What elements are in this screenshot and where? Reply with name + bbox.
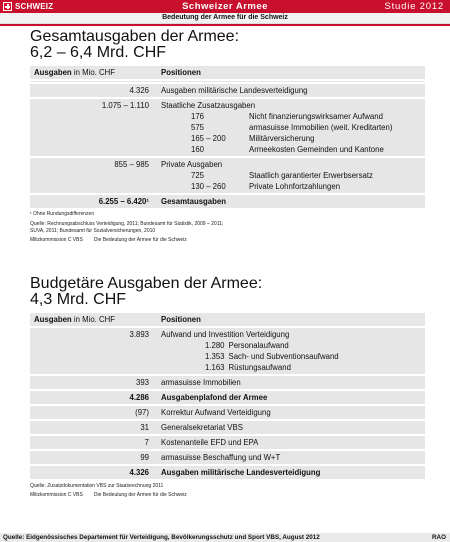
table-row <box>30 391 425 404</box>
row-positions <box>157 158 425 193</box>
row-label: Kostenanteile EFD und EPA <box>157 436 425 449</box>
total-amount: 6.255 – 6.420¹ <box>30 195 157 208</box>
table-row <box>30 328 425 374</box>
table-total-row <box>30 195 425 208</box>
table-total-row <box>30 466 425 479</box>
row-amount: 4.286 <box>30 391 157 404</box>
sub-item: 725 Staatlich garantierter Erwerbsersatz <box>191 171 373 180</box>
brand <box>3 0 53 13</box>
sub-item: 1.353 Sach- und Subventionsaufwand <box>205 352 339 361</box>
source-note: Quelle: Zusatzdokumentation VBS zur Staatsrechnung 2011 <box>30 483 164 489</box>
section-total-expenses <box>30 29 425 244</box>
total-label: Gesamtausgaben <box>157 195 425 208</box>
source-note: Milizkommission C VBS Die Bedeutung der Armee für die Schweiz <box>30 492 187 498</box>
footnote: ¹ Ohne Rundungsdifferenzen <box>30 211 95 217</box>
col-positions-header: Positionen <box>157 313 425 326</box>
row-label: armasuisse Beschaffung und W+T <box>157 451 425 464</box>
row-amount: (97) <box>30 406 157 419</box>
row-label: Ausgabenplafond der Armee <box>157 391 425 404</box>
app-title: Schweizer Armee <box>182 1 268 12</box>
total-label: Ausgaben militärische Landesverteidigung <box>157 466 425 479</box>
row-label: Korrektur Aufwand Verteidigung <box>157 406 425 419</box>
row-label: Generalsekretariat VBS <box>157 421 425 434</box>
table-row <box>30 376 425 389</box>
row-amount: 1.075 – 1.110 <box>30 99 157 156</box>
sub-item: 165 – 200 Militärversicherung <box>191 134 315 143</box>
sub-item: 1.163 Rüstungsaufwand <box>205 363 291 372</box>
row-positions <box>157 328 425 374</box>
sub-item: 1.280 Personalaufwand <box>205 341 289 350</box>
row-amount: 99 <box>30 451 157 464</box>
col-amount-header: Ausgaben in Mio. CHF <box>30 313 157 326</box>
divider <box>0 24 450 26</box>
table-total-expenses <box>30 64 425 210</box>
source-note: SUVA, 2011; Bundesamt für Sozialversicherungen, 2010 <box>30 228 156 234</box>
row-amount: 31 <box>30 421 157 434</box>
table-row <box>30 451 425 464</box>
sub-item: 575 armasuisse Immobilien (weit. Kreditarten) <box>191 123 393 132</box>
table-budget-expenses <box>30 311 425 481</box>
row-label: Ausgaben militärische Landesverteidigung <box>157 84 425 97</box>
brand-label: SCHWEIZ <box>15 2 54 11</box>
sub-item: 160 Armeekosten Gemeinden und Kantone <box>191 145 384 154</box>
row-label: Staatliche Zusatzausgaben <box>161 101 256 110</box>
swiss-flag-icon <box>3 2 12 11</box>
row-amount: 855 – 985 <box>30 158 157 193</box>
col-positions-header: Positionen <box>157 66 425 79</box>
section1-title-line1: Gesamtausgaben der Armee: <box>30 28 240 45</box>
row-label: armasuisse Immobilien <box>157 376 425 389</box>
row-amount: 7 <box>30 436 157 449</box>
row-amount: 3.893 <box>30 328 157 374</box>
section2-title-line2: 4,3 Mrd. CHF <box>30 291 127 308</box>
page-subtitle: Bedeutung der Armee für die Schweiz <box>0 13 450 24</box>
col-amount-header: Ausgaben in Mio. CHF <box>30 66 157 79</box>
footer-initials: RAO <box>432 534 446 541</box>
table-row <box>30 421 425 434</box>
row-positions <box>157 99 425 156</box>
study-label: Studie 2012 <box>384 1 444 12</box>
sub-item: 130 – 260 Private Lohnfortzahlungen <box>191 182 341 191</box>
table-row <box>30 406 425 419</box>
top-header-bar <box>0 0 450 13</box>
total-amount: 4.326 <box>30 466 157 479</box>
row-amount: 4.326 <box>30 84 157 97</box>
table-row <box>30 84 425 97</box>
table-row <box>30 436 425 449</box>
source-note: Quelle: Rechnungsabschluss Verteidigung, 2011; Bundesamt für Statistik, 2009 – 2011; <box>30 221 224 227</box>
sub-item: 176 Nicht finanzierungswirksamer Aufwand <box>191 112 383 121</box>
row-label: Aufwand und Investition Verteidigung <box>161 330 290 339</box>
section2-title-line1: Budgetäre Ausgaben der Armee: <box>30 275 263 292</box>
footer-source: Quelle: Eidgenössisches Departement für Verteidigung, Bevölkerungsschutz und Sport VBS, August 2012 <box>3 534 320 541</box>
table-row <box>30 99 425 156</box>
section-budget-expenses <box>30 276 425 499</box>
table-row <box>30 81 425 82</box>
table-header <box>30 313 425 326</box>
section1-title-line2: 6,2 – 6,4 Mrd. CHF <box>30 44 167 61</box>
footer-bar <box>0 533 450 542</box>
row-label: Private Ausgaben <box>161 160 223 169</box>
table-row <box>30 158 425 193</box>
table-header <box>30 66 425 79</box>
source-note: Milizkommission C VBS Die Bedeutung der Armee für die Schweiz <box>30 237 187 243</box>
row-amount: 393 <box>30 376 157 389</box>
